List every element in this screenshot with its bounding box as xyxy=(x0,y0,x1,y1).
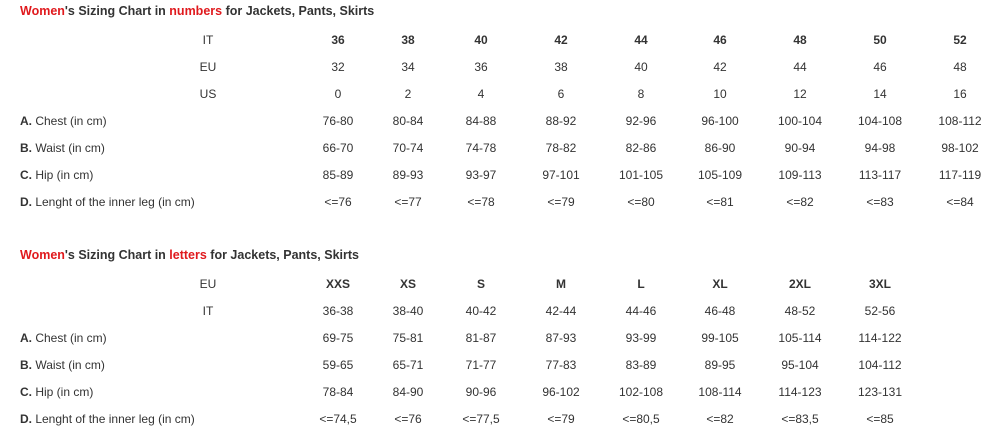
measure-name: Waist (in cm) xyxy=(32,141,105,155)
measure-cell: 84-90 xyxy=(392,385,424,399)
title-mid: 's Sizing Chart in xyxy=(64,248,170,262)
measure-cell: 80-84 xyxy=(392,114,424,128)
measure-cell: 71-77 xyxy=(465,358,497,372)
measure-cell: 123-131 xyxy=(857,385,903,399)
size-cell: 52 xyxy=(953,33,967,47)
measure-name: Chest (in cm) xyxy=(32,114,107,128)
size-scale-label: IT xyxy=(202,304,214,318)
measure-cell: <=80 xyxy=(627,195,655,209)
measure-row-hip xyxy=(0,379,1000,405)
measure-label xyxy=(20,162,93,188)
size-cell: 44-46 xyxy=(625,304,657,318)
measure-cell: 104-112 xyxy=(858,358,902,372)
measure-cell: 96-102 xyxy=(542,385,580,399)
measure-row-inner-leg xyxy=(0,189,1000,215)
measure-letter: A. xyxy=(20,114,32,128)
size-cell: 10 xyxy=(713,87,727,101)
measure-cell: 81-87 xyxy=(465,331,497,345)
measure-name: Waist (in cm) xyxy=(32,358,105,372)
measure-label xyxy=(20,352,105,378)
measure-cell: <=74,5 xyxy=(319,412,357,426)
measure-cell: <=82 xyxy=(786,195,814,209)
size-cell: 2XL xyxy=(788,277,811,291)
size-cell: 46 xyxy=(873,60,887,74)
size-scale-label: US xyxy=(199,87,217,101)
measure-cell: <=77 xyxy=(394,195,422,209)
measure-cell: 93-99 xyxy=(625,331,657,345)
size-cell: 0 xyxy=(334,87,342,101)
size-cell: 48 xyxy=(953,60,967,74)
measure-cell: <=78 xyxy=(467,195,495,209)
measure-cell: 76-80 xyxy=(322,114,354,128)
measure-letter: B. xyxy=(20,141,32,155)
size-cell: 50 xyxy=(873,33,887,47)
measure-cell: <=83,5 xyxy=(781,412,819,426)
measure-row-hip xyxy=(0,162,1000,188)
measure-cell: 84-88 xyxy=(465,114,497,128)
numbers-chart-title xyxy=(20,4,374,18)
measure-cell: 105-114 xyxy=(778,331,822,345)
measure-cell: 108-112 xyxy=(938,114,982,128)
size-cell: XXS xyxy=(325,277,350,291)
size-cell: 48 xyxy=(793,33,807,47)
measure-letter: D. xyxy=(20,195,32,209)
title-keyword: numbers xyxy=(169,4,223,18)
measure-name: Lenght of the inner leg (in cm) xyxy=(32,195,195,209)
measure-cell: 77-83 xyxy=(545,358,577,372)
size-row-eu xyxy=(0,271,1000,297)
size-scale-label: EU xyxy=(199,60,217,74)
measure-cell: 114-123 xyxy=(778,385,822,399)
size-cell: 44 xyxy=(634,33,648,47)
measure-cell: 74-78 xyxy=(465,141,497,155)
size-row-eu xyxy=(0,54,1000,80)
size-cell: 14 xyxy=(873,87,887,101)
measure-label xyxy=(20,108,107,134)
measure-cell: 90-94 xyxy=(784,141,816,155)
measure-cell: 102-108 xyxy=(618,385,664,399)
title-mid: 's Sizing Chart in xyxy=(64,4,170,18)
size-cell: 38-40 xyxy=(392,304,424,318)
measure-cell: <=77,5 xyxy=(462,412,500,426)
size-cell: XS xyxy=(399,277,416,291)
measure-cell: 108-114 xyxy=(698,385,742,399)
size-cell: 44 xyxy=(793,60,807,74)
measure-cell: 94-98 xyxy=(864,141,896,155)
size-cell: 40 xyxy=(634,60,648,74)
size-cell: 42 xyxy=(554,33,568,47)
measure-name: Chest (in cm) xyxy=(32,331,107,345)
measure-cell: <=79 xyxy=(547,195,575,209)
size-cell: 38 xyxy=(554,60,568,74)
size-scale-label: EU xyxy=(199,277,217,291)
measure-letter: C. xyxy=(20,385,32,399)
measure-cell: 78-84 xyxy=(322,385,354,399)
size-cell: 16 xyxy=(953,87,967,101)
size-cell: S xyxy=(476,277,485,291)
measure-cell: 90-96 xyxy=(465,385,497,399)
measure-cell: 109-113 xyxy=(778,168,822,182)
measure-cell: 65-71 xyxy=(392,358,424,372)
measure-cell: 83-89 xyxy=(625,358,657,372)
measure-row-chest xyxy=(0,108,1000,134)
size-cell: 36-38 xyxy=(322,304,354,318)
measure-cell: 89-95 xyxy=(704,358,736,372)
title-keyword: letters xyxy=(169,248,207,262)
size-cell: 40 xyxy=(474,33,488,47)
measure-cell: 86-90 xyxy=(704,141,736,155)
measure-cell: <=84 xyxy=(946,195,974,209)
measure-cell: <=76 xyxy=(394,412,422,426)
measure-cell: 117-119 xyxy=(938,168,982,182)
measure-row-inner-leg xyxy=(0,406,1000,432)
size-cell: 4 xyxy=(477,87,485,101)
title-end: for Jackets, Pants, Skirts xyxy=(222,4,375,18)
measure-cell: <=82 xyxy=(706,412,734,426)
measure-label xyxy=(20,406,195,432)
measure-cell: 93-97 xyxy=(465,168,497,182)
size-cell: 36 xyxy=(474,60,488,74)
letters-chart-title xyxy=(20,248,359,262)
size-cell: XL xyxy=(712,277,728,291)
measure-cell: 59-65 xyxy=(322,358,354,372)
size-cell: 52-56 xyxy=(864,304,896,318)
size-cell: 42-44 xyxy=(545,304,577,318)
size-scale-label: IT xyxy=(202,33,214,47)
measure-cell: 88-92 xyxy=(545,114,577,128)
measure-row-chest xyxy=(0,325,1000,351)
measure-cell: 92-96 xyxy=(625,114,657,128)
measure-cell: 85-89 xyxy=(322,168,354,182)
measure-cell: <=79 xyxy=(547,412,575,426)
measure-label xyxy=(20,135,105,161)
size-cell: 42 xyxy=(713,60,727,74)
measure-letter: B. xyxy=(20,358,32,372)
title-women: Women xyxy=(20,4,65,18)
measure-name: Lenght of the inner leg (in cm) xyxy=(32,412,195,426)
size-cell: 36 xyxy=(331,33,345,47)
measure-cell: 89-93 xyxy=(392,168,424,182)
size-cell: 8 xyxy=(637,87,645,101)
measure-cell: 66-70 xyxy=(322,141,354,155)
size-cell: L xyxy=(637,277,645,291)
measure-cell: 114-122 xyxy=(858,331,902,345)
size-cell: 2 xyxy=(404,87,412,101)
measure-cell: <=83 xyxy=(866,195,894,209)
measure-cell: <=80,5 xyxy=(622,412,660,426)
measure-cell: 105-109 xyxy=(697,168,743,182)
measure-cell: 113-117 xyxy=(858,168,902,182)
measure-cell: 95-104 xyxy=(781,358,819,372)
measure-cell: <=76 xyxy=(324,195,352,209)
measure-cell: 96-100 xyxy=(701,114,739,128)
size-row-us xyxy=(0,81,1000,107)
measure-name: Hip (in cm) xyxy=(32,168,94,182)
measure-letter: A. xyxy=(20,331,32,345)
measure-row-waist xyxy=(0,352,1000,378)
size-cell: 40-42 xyxy=(465,304,497,318)
measure-cell: 82-86 xyxy=(625,141,657,155)
size-cell: M xyxy=(556,277,566,291)
measure-cell: 78-82 xyxy=(545,141,577,155)
size-row-it xyxy=(0,298,1000,324)
measure-cell: 75-81 xyxy=(392,331,424,345)
title-end: for Jackets, Pants, Skirts xyxy=(206,248,359,262)
size-cell: 46 xyxy=(713,33,727,47)
measure-letter: D. xyxy=(20,412,32,426)
measure-row-waist xyxy=(0,135,1000,161)
size-row-it xyxy=(0,27,1000,53)
size-cell: 48-52 xyxy=(784,304,816,318)
title-women: Women xyxy=(20,248,65,262)
measure-letter: C. xyxy=(20,168,32,182)
measure-cell: <=81 xyxy=(706,195,734,209)
measure-cell: 98-102 xyxy=(941,141,979,155)
measure-cell: 70-74 xyxy=(392,141,424,155)
measure-label xyxy=(20,325,107,351)
measure-name: Hip (in cm) xyxy=(32,385,94,399)
size-cell: 34 xyxy=(401,60,415,74)
size-cell: 38 xyxy=(401,33,415,47)
measure-label xyxy=(20,189,195,215)
measure-cell: 97-101 xyxy=(542,168,580,182)
size-cell: 3XL xyxy=(868,277,891,291)
measure-cell: 99-105 xyxy=(701,331,739,345)
measure-cell: 101-105 xyxy=(618,168,664,182)
measure-cell: 104-108 xyxy=(857,114,903,128)
measure-cell: 100-104 xyxy=(777,114,823,128)
size-cell: 6 xyxy=(557,87,565,101)
size-cell: 46-48 xyxy=(704,304,736,318)
size-cell: 32 xyxy=(331,60,345,74)
measure-cell: 87-93 xyxy=(545,331,577,345)
measure-label xyxy=(20,379,93,405)
measure-cell: 69-75 xyxy=(322,331,354,345)
measure-cell: <=85 xyxy=(866,412,894,426)
size-cell: 12 xyxy=(793,87,807,101)
